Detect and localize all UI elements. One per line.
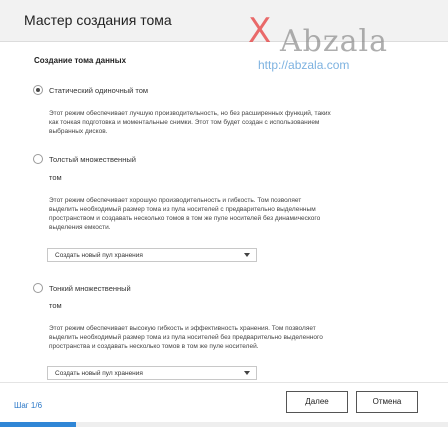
radio-thick-multiple[interactable] [33,154,43,164]
watermark-url: http://abzala.com [258,58,350,72]
storage-pool-select-thin[interactable] [47,366,257,380]
chevron-down-icon [244,371,250,375]
option-label-thin-multiple: Тонкий множественный [49,284,131,293]
radio-thin-multiple[interactable] [33,283,43,293]
wizard-progress-bar [0,422,448,427]
chevron-down-icon [244,253,250,257]
watermark-name: Abzala [280,24,389,59]
footer-divider [0,382,448,383]
option-description-thick-multiple: Этот режим обеспечивает хорошую производительность и гибкость. Том позволяет выделить необходимый размер тома из пула носителей с предварительно выделенным пространством и создавать несколько томов в том же пуле носителей без динамического выделения емкости. [49,197,321,231]
wizard-progress-fill [0,422,76,427]
storage-pool-select-value: Создать новый пул хранения [55,370,143,377]
option-label-thick-multiple: Толстый множественный [49,155,136,164]
next-button[interactable]: Далее [286,391,348,413]
window-title: Мастер создания тома [24,12,172,28]
option-label-static-single: Статический одиночный том [49,86,149,95]
section-title: Создание тома данных [34,56,127,65]
storage-pool-select-thick[interactable] [47,248,257,262]
option-description-thin-multiple: Этот режим обеспечивает высокую гибкость и эффективность хранения. Том позволяет выделить необходимый размер тома из пула носителей без предварительно выделенного пространства и создавать несколько томов в том же пуле носителей. [49,325,323,350]
option-sublabel-thick-multiple: том [49,173,62,182]
step-indicator: Шаг 1/6 [14,401,43,410]
storage-pool-select-value: Создать новый пул хранения [55,252,143,259]
cancel-button[interactable]: Отмена [356,391,418,413]
option-description-static-single: Этот режим обеспечивает лучшую производительность, но без расширенных функций, таких как тонкая подготовка и моментальные снимки. Этот том будет создан с использованием выбранных дисков. [49,110,331,135]
watermark-mark: X [248,11,272,51]
option-sublabel-thin-multiple: том [49,301,62,310]
radio-static-single[interactable] [33,85,43,95]
